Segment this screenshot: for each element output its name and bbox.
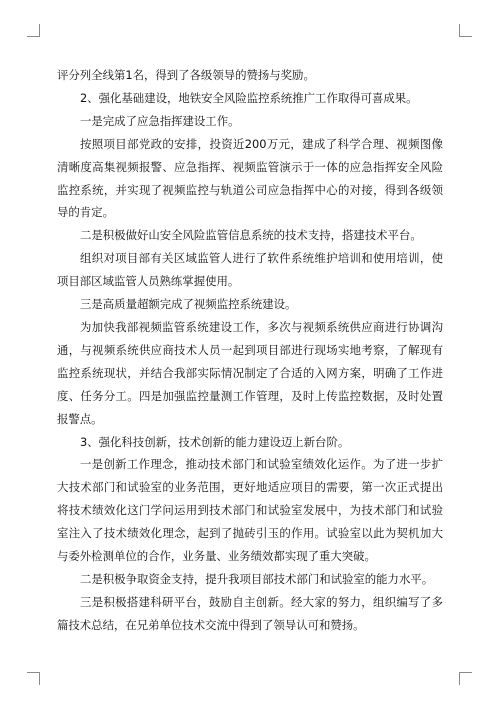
subheading: 三是高质量超额完成了视频监控系统建设。 — [80, 297, 297, 312]
paragraph: 为加快我部视频监管系统建设工作，多次与视频系统供应商进行协调沟通，与视频系统供应商技术人员一起到项目部进行现场实地考察，了解现有监控系统现状，并结合我部实际情况制定了合适的入网方案，明确了工作进度、任务分工。四是加强监控量测工作管理，及时上传监控数据，及时处置报警点。 — [57, 319, 443, 426]
paragraph-continuation: 评分列全线第1名，得到了各级领导的赞扬与奖励。 — [57, 68, 315, 82]
section-heading: 2、强化基础建设，地铁安全风险监控系统推广工作取得可喜成果。 — [80, 90, 418, 105]
paragraph: 按照项目部党政的安排，投资近200万元，建成了科学合理、视频图像清晰度高集视频报警、应急指挥、视频监管演示于一体的应急指挥安全风险监控系统，并实现了视频监控与轨道公司应急指挥中心的对接，得到各级领导的肯定。 — [57, 136, 443, 220]
corner-mark-top-left — [27, 24, 40, 37]
paragraph: 三是积极搭建科研平台，鼓励自主创新。经大家的努力，组织编写了多篇技术总结，在兄弟单位技术交流中得到了领导认可和赞扬。 — [57, 594, 443, 632]
subheading: 二是积极做好山安全风险监管信息系统的技术支持，搭建技术平台。 — [80, 228, 422, 243]
corner-mark-bottom-left — [27, 672, 40, 685]
corner-mark-top-right — [459, 24, 472, 37]
subheading: 二是积极争取资金支持，提升我项目部技术部门和试验室的能力水平。 — [80, 571, 434, 586]
document-body — [57, 64, 443, 637]
section-heading: 3、强化科技创新，技术创新的能力建设迈上新台阶。 — [80, 434, 350, 449]
corner-mark-bottom-right — [459, 672, 472, 685]
paragraph: 一是创新工作理念，推动技术部门和试验室绩效化运作。为了进一步扩大技术部门和试验室的业务范围，更好地适应项目的需要，第一次正式提出将技术绩效化这门学问运用到技术部门和试验室发展中，为技术部门和试验室注入了技术绩效化理念，起到了抛砖引玉的作用。试验室以此为契机加大与委外检测单位的合作，业务量、业务绩效都实现了重大突破。 — [57, 457, 443, 564]
subheading: 一是完成了应急指挥建设工作。 — [80, 113, 240, 128]
paragraph: 组织对项目部有关区域监管人进行了软件系统维护培训和使用培训，使项目部区域监管人员熟练掌握使用。 — [57, 251, 443, 289]
